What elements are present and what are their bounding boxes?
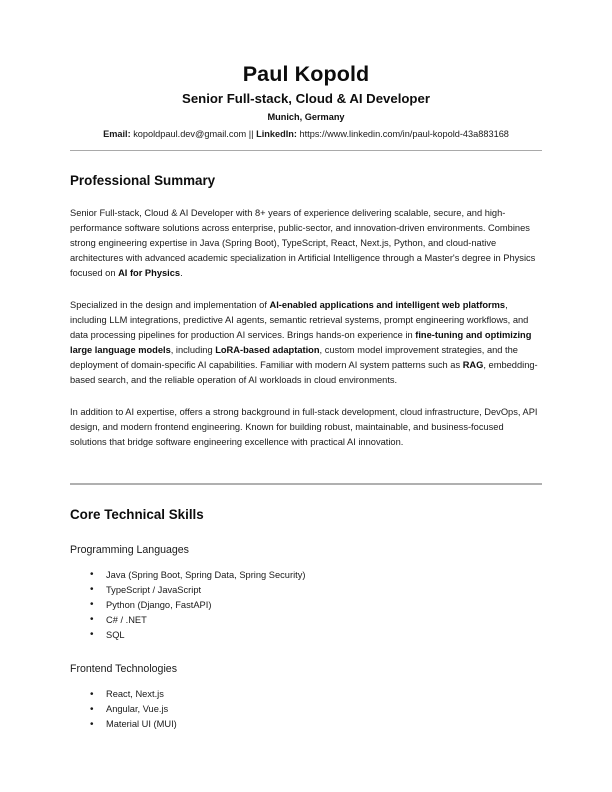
body-text: , custom model improvement strategies, and the deployment of domain-specific AI capabilities. Familiar with modern AI system patterns such as [70,345,518,371]
resume-section [70,173,542,451]
list-item: • Angular, Vue.js [70,702,542,717]
resume-section [70,507,542,732]
list-item: • React, Next.js [70,687,542,702]
emphasis-text: LoRA-based adaptation [215,345,320,356]
skill-group-heading: Frontend Technologies [70,663,177,676]
candidate-title: Senior Full-stack, Cloud & AI Developer [182,91,430,107]
summary-paragraph [70,405,542,450]
list-item: • TypeScript / JavaScript [70,583,542,598]
body-text: , embedding-based search, and the reliable operation of AI workloads in cloud environments. [70,360,538,386]
contact-separator: || [248,129,254,140]
linkedin-value[interactable]: https://www.linkedin.com/in/paul-kopold-43a883168 [299,129,509,140]
emphasis-text: RAG [462,360,484,371]
skill-group-heading: Programming Languages [70,543,189,556]
resume-sections [70,173,542,733]
body-text: Senior Full-stack, Cloud & AI Developer with 8+ years of experience delivering scalable, secure, and high-performance software solutions across enterprise, public-sector, and innovation-driven environments. Combines strong engineering expertise in Java (Spring Boot), TypeScript, React, Next.js, Python, and cloud-native architectures with advanced academic specialization in Artificial Intelligence through a Master's degree in Physics focused on [70,207,536,278]
skill-list [70,568,542,643]
resume-header [70,62,542,151]
email-label: Email: [103,129,131,140]
linkedin-label: LinkedIn: [256,129,297,140]
section-heading: Core Technical Skills [70,507,204,523]
emphasis-text: AI for Physics [118,268,181,278]
section-heading: Professional Summary [70,172,216,188]
candidate-location: Munich, Germany [267,112,345,123]
email-value[interactable]: kopoldpaul.dev@gmail.com [133,129,247,140]
list-item: • C# / .NET [70,613,542,628]
list-item: • SQL [70,628,542,643]
header-divider [70,150,542,151]
summary-paragraph [70,206,542,281]
list-item: • Python (Django, FastAPI) [70,598,542,613]
body-text: Specialized in the design and implementation of [70,300,270,311]
body-text: , including LLM integrations, predictive AI agents, semantic retrieval systems, prompt engineering workflows, and data processing pipelines for production AI services. Brings hands-on experience in [70,300,529,341]
section-divider [70,483,542,485]
candidate-name: Paul Kopold [242,62,370,86]
summary-paragraph [70,298,542,388]
skill-list [70,687,542,732]
list-item: • Java (Spring Boot, Spring Data, Spring Security) [70,568,542,583]
contact-line [70,129,542,141]
body-text: In addition to AI expertise, offers a strong background in full-stack development, cloud infrastructure, DevOps, API design, and modern frontend engineering. Known for building robust, maintainable, and business-focused solutions that bridge software engineering excellence with practical AI innovation. [70,407,538,448]
body-text: . [180,268,183,278]
body-text: , including [170,345,216,356]
emphasis-text: fine-tuning and optimizing large language models [70,330,532,356]
list-item: • Material UI (MUI) [70,717,542,732]
emphasis-text: AI-enabled applications and intelligent web platforms [269,300,506,311]
